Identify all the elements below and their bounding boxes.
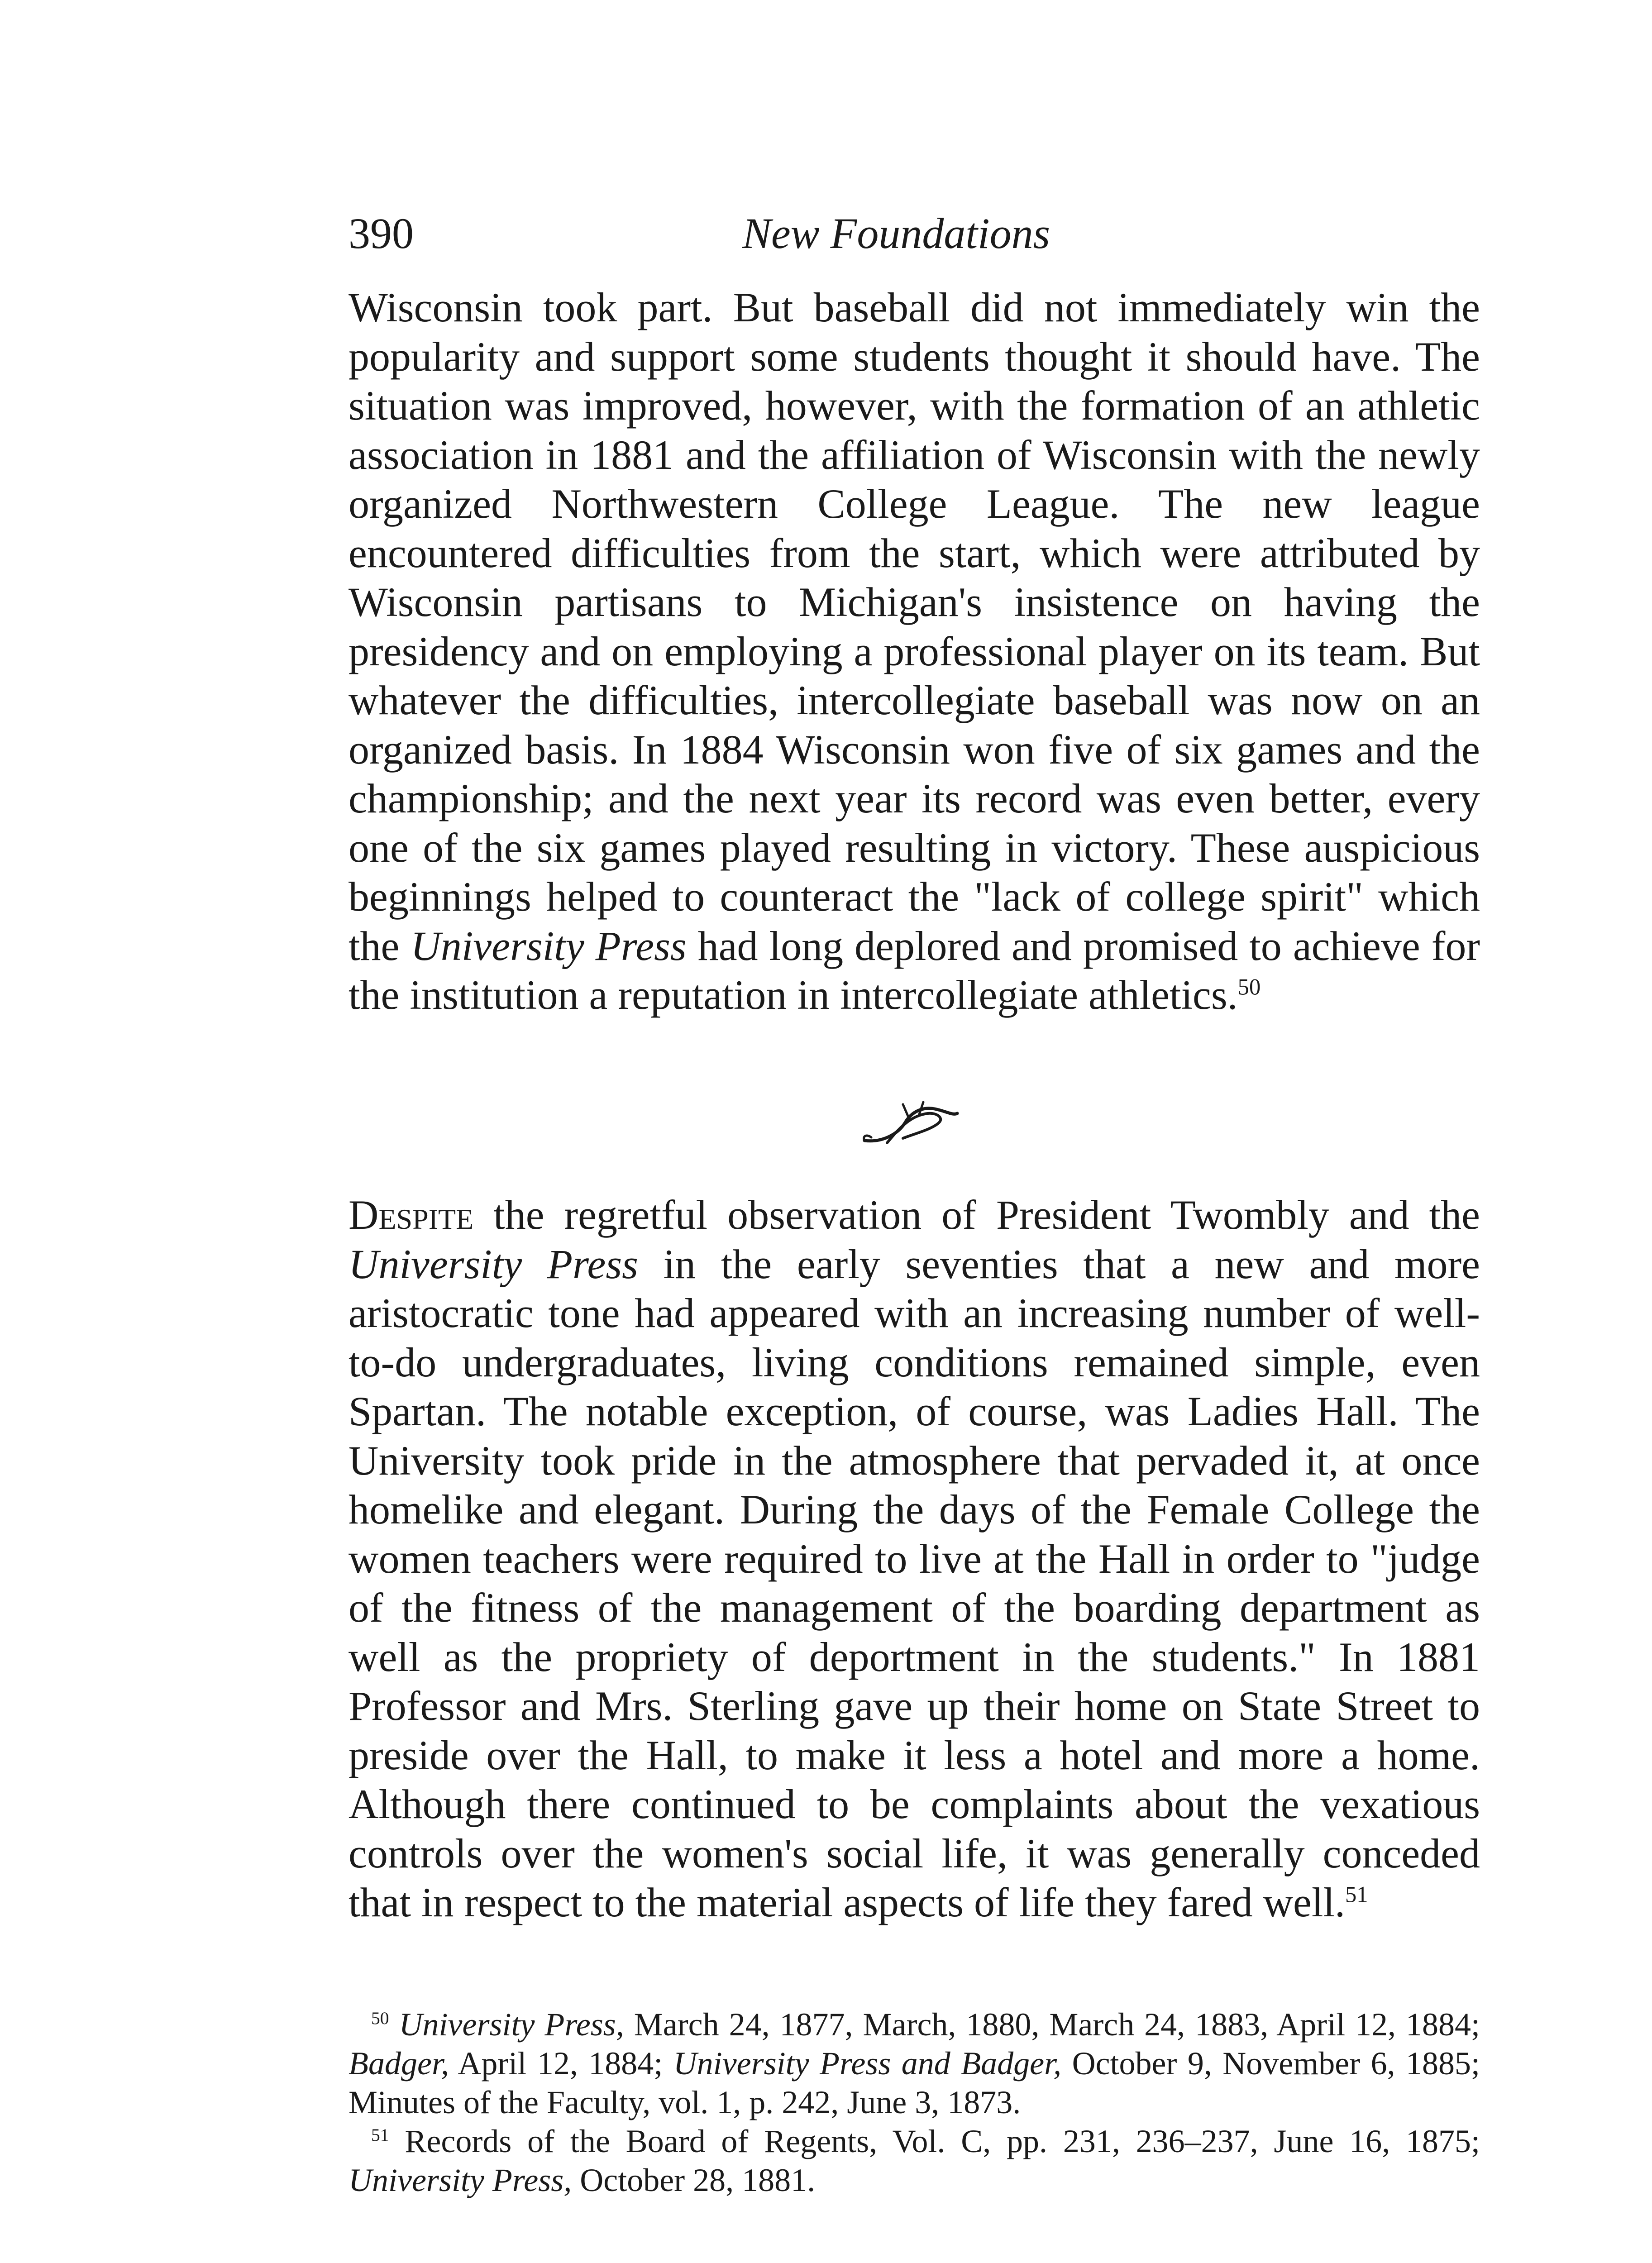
paragraph-text: the regretful observation of President Twombly and the	[493, 1192, 1480, 1238]
footnote-ref: 50	[1237, 974, 1261, 1000]
page-header	[349, 199, 1480, 267]
italic-title: University Press	[349, 1241, 638, 1287]
paragraph-text: Wisconsin took part. But baseball did not immediately win the popularity and support some students thought it should have. The situation was improved, however, with the formation of an athletic association in 1881 and the affiliation of Wisconsin with the newly organized Northwestern College League. The new league encountered difficulties from the start, which were attributed by Wisconsin partisans to Michigan's insistence on having the presidency and on employing a professional player on its team. But whatever the difficulties, intercollegiate baseball was now on an organized basis. In 1884 Wisconsin won five of six games and the championship; and the next year its record was even better, every one of the six games played resulting in victory. These auspicious beginnings helped to counteract the "lack of college spirit" which the	[349, 284, 1480, 969]
footnote-italic: Badger,	[349, 2045, 449, 2082]
running-title: New Foundations	[742, 209, 1050, 258]
footnote-ref: 51	[1345, 1881, 1368, 1907]
page-number: 390	[349, 209, 414, 258]
footnotes	[349, 2005, 1480, 2200]
footnote-text: April 12, 1884;	[458, 2045, 663, 2082]
paragraph-text: in the early seventies that a new and more aristocratic tone had appeared with an increasing number of well-to-do undergraduates, living conditions remained simple, even Spartan. The notable exception, of course, was Ladies Hall. The University took pride in the atmosphere that pervaded it, at once homelike and elegant. During the days of the Female College the women teachers were required to live at the Hall in order to "judge of the fitness of the management of the boarding department as well as the propriety of deportment in the students." In 1881 Professor and Mrs. Sterling gave up their home on State Street to preside over the Hall, to make it less a hotel and more a home. Although there continued to be complaints about the vexatious controls over the women's social life, it was generally conceded that in respect to the material aspects of life they fared well.	[349, 1241, 1480, 1925]
footnote-italic: University Press,	[349, 2162, 572, 2198]
footnote-text: October 9, November 6, 1885; Minutes of the Faculty, vol. 1, p. 242, June 3, 1873.	[349, 2045, 1480, 2120]
footnote-text: March 24, 1877, March, 1880, March 24, 1883, April 12, 1884;	[634, 2006, 1480, 2043]
lead-word: Despite	[349, 1192, 474, 1238]
footnote-italic: University Press,	[399, 2006, 624, 2043]
footnote-50	[349, 2005, 1480, 2122]
footnote-mark: 51	[371, 2125, 389, 2145]
footnote-italic: University Press and Badger,	[673, 2045, 1062, 2082]
paragraph-text: had long deplored and promised to achieve for the institution a reputation in intercollegiate athletics.	[349, 922, 1480, 1018]
italic-title: University Press	[411, 922, 687, 969]
footnote-text: October 28, 1881.	[580, 2162, 816, 2198]
footnote-text: Records of the Board of Regents, Vol. C, pp. 231, 236–237, June 16, 1875;	[405, 2123, 1480, 2159]
footnote-51	[349, 2122, 1480, 2200]
footnote-mark: 50	[371, 2008, 389, 2028]
fleuron-ornament-icon	[855, 1098, 964, 1152]
paragraph-ladies-hall	[349, 1190, 1480, 1927]
paragraph-baseball	[349, 283, 1480, 1020]
